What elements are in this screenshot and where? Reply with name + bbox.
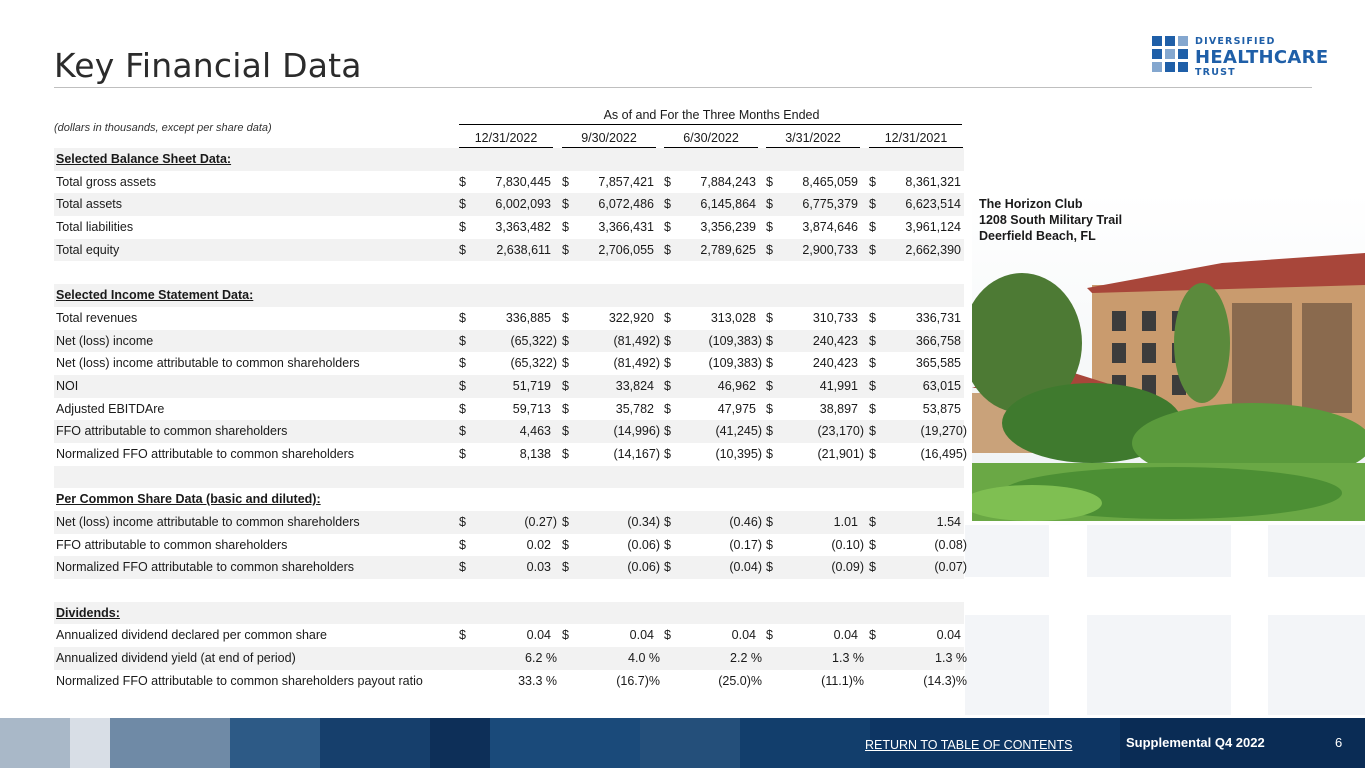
- spacer-row: [54, 261, 964, 284]
- cell-value: 240,423: [812, 356, 858, 371]
- currency-symbol: $: [869, 310, 876, 325]
- report-name: Supplemental Q4 2022: [1126, 735, 1265, 750]
- column-header: 3/31/2022: [766, 131, 860, 148]
- cell-value: 46,962: [717, 378, 756, 393]
- currency-symbol: $: [664, 537, 671, 552]
- cell-value: (81,492): [613, 333, 660, 348]
- row-label: Normalized FFO attributable to common shareholders: [56, 560, 355, 575]
- cell-value: (41,245): [715, 424, 762, 439]
- cell-value: 0.04: [833, 628, 858, 643]
- cell-value: 240,423: [812, 333, 858, 348]
- section-header-row: [54, 148, 964, 171]
- row-label: Selected Balance Sheet Data:: [56, 152, 232, 166]
- cell-value: 8,361,321: [905, 174, 961, 189]
- currency-symbol: $: [766, 401, 773, 416]
- cell-value: (109,383): [708, 356, 762, 371]
- currency-symbol: $: [459, 220, 466, 235]
- cell-value: 3,356,239: [700, 220, 756, 235]
- cell-value: 59,713: [512, 401, 551, 416]
- currency-symbol: $: [459, 378, 466, 393]
- period-group-rule: [459, 124, 962, 125]
- currency-symbol: $: [562, 401, 569, 416]
- currency-symbol: $: [562, 174, 569, 189]
- currency-symbol: $: [664, 174, 671, 189]
- currency-symbol: $: [562, 560, 569, 575]
- table-row: [54, 647, 967, 670]
- cell-value: 2,638,611: [496, 242, 551, 257]
- table-row: [54, 352, 964, 375]
- table-row: [54, 216, 964, 239]
- cell-value: 7,830,445: [495, 174, 551, 189]
- currency-symbol: $: [664, 628, 671, 643]
- cell-value: 336,731: [915, 310, 961, 325]
- currency-symbol: $: [459, 333, 466, 348]
- cell-value: 47,975: [717, 401, 756, 416]
- row-label: FFO attributable to common shareholders: [56, 537, 288, 552]
- cell-value: 7,857,421: [598, 174, 654, 189]
- currency-symbol: $: [459, 628, 466, 643]
- cell-value: (14,996): [613, 424, 660, 439]
- logo-line-1: DIVERSIFIED: [1195, 36, 1276, 47]
- row-label: NOI: [56, 378, 79, 393]
- cell-value: 6,002,093: [495, 197, 551, 212]
- cell-value: (0.46): [729, 515, 762, 529]
- currency-symbol: $: [562, 537, 569, 552]
- caption-street: 1208 South Military Trail: [979, 213, 1123, 227]
- cell-value: 1.54: [936, 515, 961, 529]
- currency-symbol: $: [562, 333, 569, 348]
- table-row: [54, 420, 967, 443]
- currency-symbol: $: [869, 446, 876, 461]
- cell-value: 2,789,625: [700, 242, 756, 257]
- row-label: Total liabilities: [56, 220, 134, 235]
- row-label: Net (loss) income: [56, 333, 154, 348]
- table-row: [54, 624, 964, 647]
- currency-symbol: $: [562, 446, 569, 461]
- cell-value: (0.34): [627, 515, 660, 529]
- column-header: 12/31/2021: [869, 131, 963, 148]
- currency-symbol: $: [459, 174, 466, 189]
- cell-value: 0.04: [629, 628, 654, 643]
- column-header: 6/30/2022: [664, 131, 758, 148]
- cell-value: (0.06): [627, 537, 660, 552]
- caption-property-name: The Horizon Club: [979, 197, 1083, 211]
- cell-value: (109,383): [708, 333, 762, 348]
- row-label: Annualized dividend yield (at end of period): [56, 651, 296, 666]
- currency-symbol: $: [766, 537, 773, 552]
- cell-value: (14,167): [613, 446, 660, 461]
- currency-symbol: $: [459, 197, 466, 212]
- photo-caption: [979, 196, 1122, 244]
- cell-value: 1.3 %: [832, 651, 864, 666]
- logo-mark-icon: [1152, 36, 1188, 74]
- currency-symbol: $: [766, 242, 773, 257]
- table-row: [54, 534, 967, 557]
- currency-symbol: $: [869, 242, 876, 257]
- currency-symbol: $: [869, 356, 876, 371]
- currency-symbol: $: [766, 446, 773, 461]
- currency-symbol: $: [766, 628, 773, 643]
- cell-value: 3,961,124: [905, 220, 961, 235]
- currency-symbol: $: [766, 515, 773, 529]
- table-row: [54, 171, 964, 194]
- cell-value: (0.06): [627, 560, 660, 575]
- currency-symbol: $: [766, 378, 773, 393]
- cell-value: 2,706,055: [598, 242, 654, 257]
- currency-symbol: $: [459, 446, 466, 461]
- currency-symbol: $: [562, 356, 569, 371]
- cell-value: 8,138: [519, 446, 551, 461]
- spacer-row: [54, 579, 964, 602]
- section-header-row: [54, 284, 964, 307]
- currency-symbol: $: [766, 197, 773, 212]
- cell-value: 35,782: [615, 401, 654, 416]
- cell-value: (0.08): [934, 537, 967, 552]
- cell-value: (16.7)%: [616, 673, 660, 688]
- currency-symbol: $: [869, 197, 876, 212]
- table-body: [54, 148, 967, 693]
- cell-value: 322,920: [608, 310, 654, 325]
- cell-value: 336,885: [505, 310, 551, 325]
- currency-symbol: $: [664, 378, 671, 393]
- row-label: Per Common Share Data (basic and diluted):: [56, 492, 321, 507]
- table-row: [54, 330, 964, 353]
- cell-value: 3,363,482: [495, 220, 551, 235]
- currency-symbol: $: [562, 628, 569, 643]
- cell-value: 6.2 %: [525, 651, 557, 666]
- cell-value: 4.0 %: [628, 651, 660, 666]
- row-label: Total gross assets: [56, 174, 157, 189]
- currency-symbol: $: [562, 242, 569, 257]
- period-group-title: As of and For the Three Months Ended: [603, 108, 820, 122]
- cell-value: (65,322): [510, 333, 557, 348]
- cell-value: (81,492): [613, 356, 660, 371]
- logo-wordmark: [1195, 36, 1328, 78]
- currency-symbol: $: [562, 378, 569, 393]
- cell-value: 2,662,390: [905, 242, 961, 257]
- cell-value: 33,824: [615, 378, 654, 393]
- financial-data-table: [54, 108, 967, 693]
- currency-symbol: $: [459, 424, 466, 439]
- cell-value: 3,874,646: [802, 220, 858, 235]
- page-title: Key Financial Data: [54, 46, 362, 85]
- currency-symbol: $: [459, 242, 466, 257]
- cell-value: 63,015: [922, 378, 961, 393]
- currency-symbol: $: [664, 446, 671, 461]
- cell-value: (0.17): [729, 537, 762, 552]
- currency-symbol: $: [562, 515, 569, 529]
- table-row: [54, 239, 964, 262]
- cell-value: 41,991: [819, 378, 858, 393]
- cell-value: (23,170): [817, 424, 864, 439]
- table-row: [54, 670, 967, 693]
- cell-value: (25.0)%: [718, 673, 762, 688]
- row-label: Annualized dividend declared per common share: [56, 628, 327, 643]
- cell-value: 366,758: [915, 333, 961, 348]
- cell-value: (10,395): [715, 446, 762, 461]
- unit-note: (dollars in thousands, except per share data): [54, 122, 272, 134]
- section-header-row: [54, 602, 964, 625]
- row-label: Total equity: [56, 242, 120, 257]
- cell-value: 2.2 %: [730, 651, 762, 666]
- cell-value: 6,623,514: [905, 197, 961, 212]
- company-logo: [1152, 36, 1327, 76]
- cell-value: (0.07): [934, 560, 967, 575]
- currency-symbol: $: [869, 424, 876, 439]
- cell-value: 53,875: [922, 401, 961, 416]
- currency-symbol: $: [459, 560, 466, 575]
- cell-value: 7,884,243: [700, 174, 756, 189]
- cell-value: (11.1)%: [821, 673, 864, 688]
- cell-value: 1.01: [833, 515, 858, 529]
- currency-symbol: $: [664, 401, 671, 416]
- currency-symbol: $: [459, 401, 466, 416]
- row-label: Normalized FFO attributable to common shareholders payout ratio: [56, 673, 423, 688]
- row-label: Total revenues: [56, 310, 138, 325]
- cell-value: 6,145,864: [700, 197, 756, 212]
- currency-symbol: $: [869, 515, 876, 529]
- currency-symbol: $: [766, 356, 773, 371]
- currency-symbol: $: [766, 424, 773, 439]
- cell-value: (0.27): [524, 515, 557, 529]
- table-row: [54, 556, 967, 579]
- table-row: [54, 193, 964, 216]
- cell-value: (0.09): [831, 560, 864, 575]
- cell-value: 2,900,733: [802, 242, 858, 257]
- table-row: [54, 375, 964, 398]
- currency-symbol: $: [664, 515, 671, 529]
- currency-symbol: $: [664, 333, 671, 348]
- cell-value: 3,366,431: [598, 220, 654, 235]
- currency-symbol: $: [869, 628, 876, 643]
- title-divider: [54, 87, 1312, 88]
- row-label: Net (loss) income attributable to common shareholders: [56, 356, 360, 371]
- cell-value: (14.3)%: [923, 673, 967, 688]
- cell-value: 0.03: [526, 560, 551, 575]
- currency-symbol: $: [664, 424, 671, 439]
- column-header: 12/31/2022: [459, 131, 553, 148]
- cell-value: 1.3 %: [935, 651, 967, 666]
- table-row: [54, 398, 964, 421]
- currency-symbol: $: [459, 310, 466, 325]
- cell-value: 8,465,059: [802, 174, 858, 189]
- table-row: [54, 307, 964, 330]
- caption-city: Deerfield Beach, FL: [979, 229, 1096, 243]
- currency-symbol: $: [869, 378, 876, 393]
- table-row: [54, 443, 967, 466]
- currency-symbol: $: [562, 220, 569, 235]
- return-to-toc-link[interactable]: RETURN TO TABLE OF CONTENTS: [865, 738, 1073, 752]
- currency-symbol: $: [459, 537, 466, 552]
- currency-symbol: $: [869, 401, 876, 416]
- currency-symbol: $: [562, 310, 569, 325]
- logo-line-3: TRUST: [1195, 67, 1236, 78]
- row-label: Total assets: [56, 197, 123, 212]
- currency-symbol: $: [562, 197, 569, 212]
- cell-value: (21,901): [817, 446, 864, 461]
- row-label: Adjusted EBITDAre: [56, 401, 165, 416]
- row-label: Selected Income Statement Data:: [56, 288, 254, 303]
- currency-symbol: $: [459, 356, 466, 371]
- cell-value: 6,072,486: [598, 197, 654, 212]
- currency-symbol: $: [664, 560, 671, 575]
- cell-value: 0.02: [526, 537, 551, 552]
- currency-symbol: $: [869, 537, 876, 552]
- cell-value: 33.3 %: [518, 673, 557, 688]
- row-label: Dividends:: [56, 605, 120, 620]
- logo-line-2: HEALTHCARE: [1195, 47, 1329, 68]
- currency-symbol: $: [562, 424, 569, 439]
- currency-symbol: $: [766, 560, 773, 575]
- currency-symbol: $: [766, 220, 773, 235]
- cell-value: 365,585: [915, 356, 961, 371]
- cell-value: 0.04: [936, 628, 961, 643]
- cell-value: 313,028: [710, 310, 756, 325]
- currency-symbol: $: [664, 242, 671, 257]
- cell-value: 4,463: [519, 424, 551, 439]
- cell-value: (19,270): [920, 424, 967, 439]
- cell-value: (65,322): [510, 356, 557, 371]
- row-label: Normalized FFO attributable to common shareholders: [56, 446, 355, 461]
- currency-symbol: $: [664, 356, 671, 371]
- page-number: 6: [1335, 735, 1343, 750]
- cell-value: 0.04: [731, 628, 756, 643]
- currency-symbol: $: [766, 174, 773, 189]
- cell-value: 0.04: [526, 628, 551, 643]
- column-header: 9/30/2022: [562, 131, 656, 148]
- cell-value: 310,733: [812, 310, 858, 325]
- currency-symbol: $: [664, 220, 671, 235]
- table-row: [54, 511, 964, 534]
- currency-symbol: $: [664, 310, 671, 325]
- row-label: Net (loss) income attributable to common shareholders: [56, 515, 360, 529]
- currency-symbol: $: [459, 515, 466, 529]
- row-label: FFO attributable to common shareholders: [56, 424, 288, 439]
- currency-symbol: $: [869, 220, 876, 235]
- cell-value: (16,495): [920, 446, 967, 461]
- currency-symbol: $: [869, 174, 876, 189]
- cell-value: (0.04): [729, 560, 762, 575]
- currency-symbol: $: [664, 197, 671, 212]
- cell-value: 51,719: [512, 378, 551, 393]
- currency-symbol: $: [869, 333, 876, 348]
- currency-symbol: $: [869, 560, 876, 575]
- currency-symbol: $: [766, 333, 773, 348]
- cell-value: 38,897: [819, 401, 858, 416]
- section-header-row: [54, 488, 964, 511]
- spacer-row: [54, 466, 964, 489]
- table-header: [54, 108, 964, 148]
- cell-value: 6,775,379: [802, 197, 858, 212]
- cell-value: (0.10): [831, 537, 864, 552]
- currency-symbol: $: [766, 310, 773, 325]
